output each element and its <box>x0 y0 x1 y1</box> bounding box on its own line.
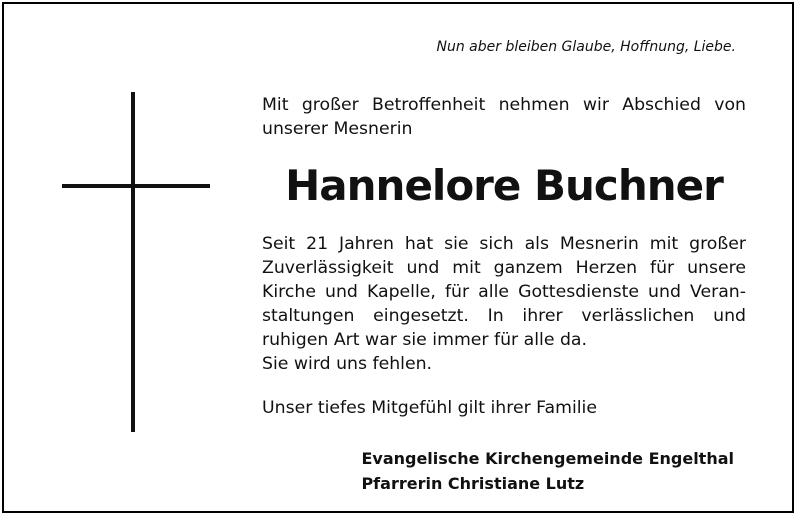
body-text <box>262 232 746 376</box>
body-line: ruhigen Art war sie immer für alle da. <box>262 330 588 350</box>
motto: Nun aber bleiben Glaube, Hoffnung, Liebe. <box>436 39 736 55</box>
intro-line: Mit großer Betroffenheit nehmen wir Abschied von <box>262 95 746 115</box>
body-line: Sie wird uns fehlen. <box>262 354 433 374</box>
body-line: Kirche und Kapelle, für alle Gottesdienste und Veran- <box>262 282 746 302</box>
body-line: staltungen eingesetzt. In ihrer verlässlichen und <box>262 306 746 326</box>
body-line: Zuverlässigkeit und mit ganzem Herzen für unsere <box>262 258 746 278</box>
signature-parish: Evangelische Kirchengemeinde Engelthal <box>361 449 734 468</box>
signature-pastor: Pfarrerin Christiane Lutz <box>361 474 585 493</box>
notice-frame <box>2 2 794 513</box>
signature-block <box>361 446 734 496</box>
body-line: Seit 21 Jahren hat sie sich als Mesnerin mit großer <box>262 234 746 254</box>
intro-text <box>262 93 746 141</box>
deceased-name: Hannelore Buchner <box>285 161 723 210</box>
condolence-text: Unser tiefes Mitgefühl gilt ihrer Familie <box>262 398 597 418</box>
cross-icon-vertical <box>131 92 135 432</box>
intro-line: unserer Mesnerin <box>262 119 413 139</box>
cross-icon-horizontal <box>62 184 210 188</box>
